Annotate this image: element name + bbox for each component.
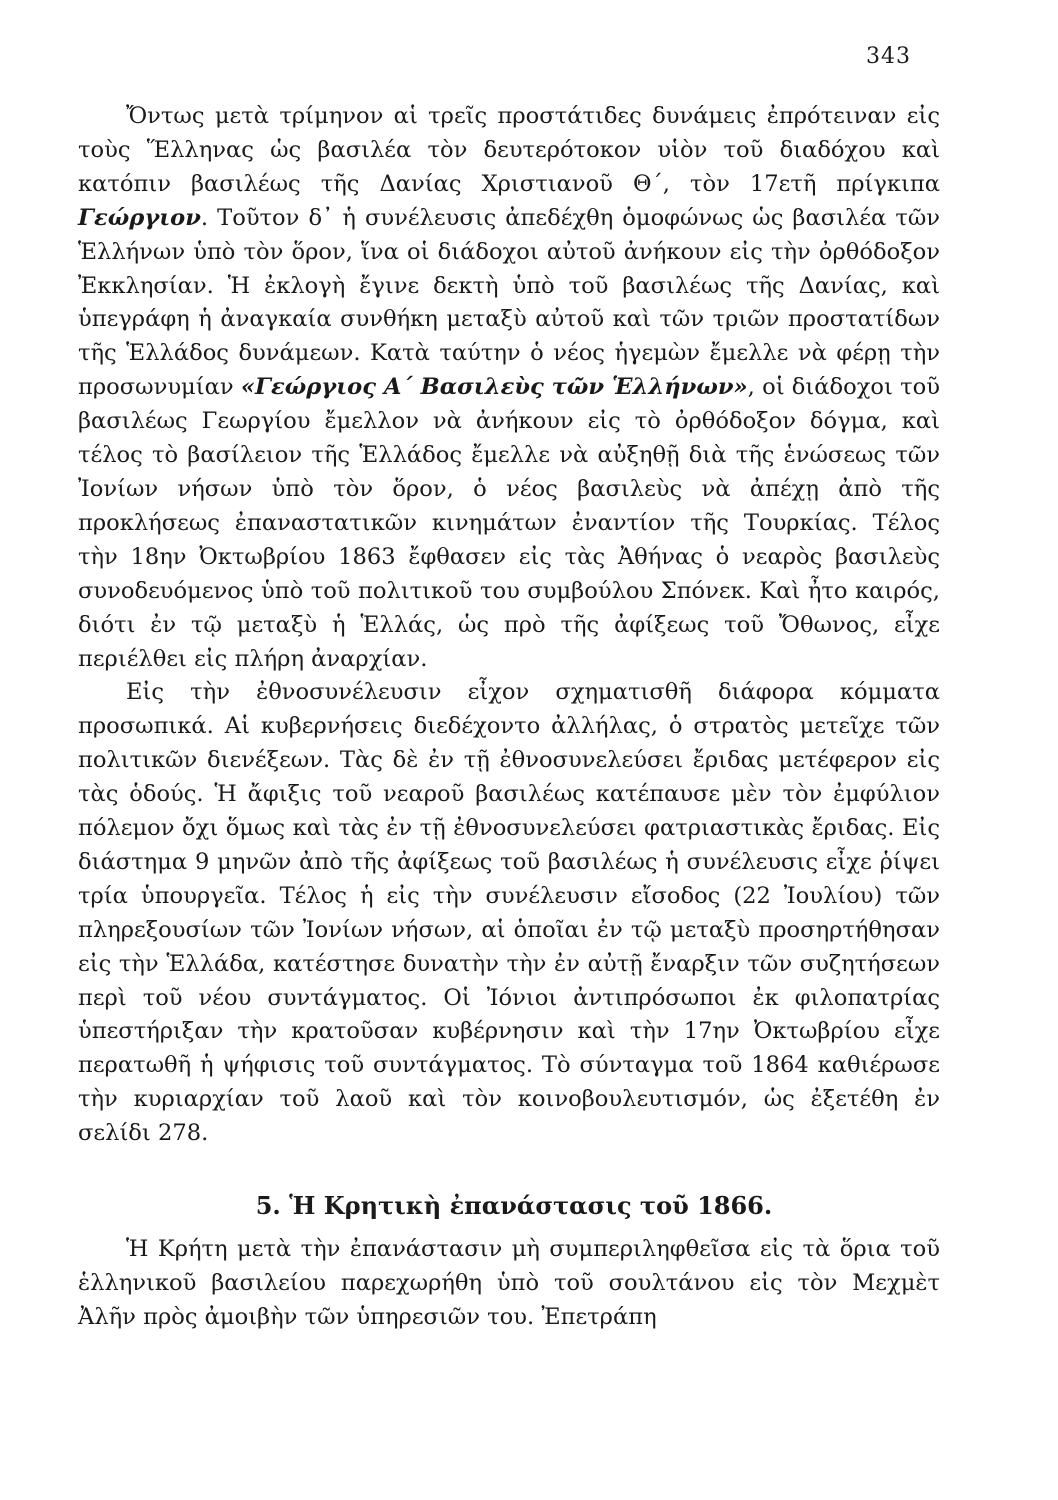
paragraph-1-part-5: , οἱ διάδοχοι τοῦ βασιλέως Γεωργίου ἔμελλον νὰ ἀνήκουν εἰς τὸ ὀρθόδοξον δόγμα, καὶ τέλος τὸ βασίλειον τῆς Ἑλλάδος ἔμελλε νὰ αὐξηθῇ διὰ τῆς ἑνώσεως τῶν Ἰονίων νήσων ὑπὸ τὸν ὅρον, ὁ νέος βασιλεὺς νὰ ἀπέχῃ ἀπὸ τῆς προκλήσεως ἐπαναστατικῶν κινημάτων ἐναντίον τῆς Τουρκίας. Τέλος τὴν 18ην Ὀκτωβρίου 1863 ἔφθασεν εἰς τὰς Ἀθήνας ὁ νεαρὸς βασιλεὺς συνοδευόμενος ὑπὸ τοῦ πολιτικοῦ του συμβούλου Σπόνεκ. Καὶ ἦτο καιρός, διότι ἐν τῷ μεταξὺ ἡ Ἑλλάς, ὡς πρὸ τῆς ἀφίξεως τοῦ Ὄθωνος, εἶχε περιέλθει εἰς πλήρη ἀναρχίαν. — [78, 374, 940, 672]
paragraph-1-part-3: . Τοῦτον δ᾽ ἡ συνέλευσις ἀπεδέχθη ὁμοφώνως ὡς βασιλέα τῶν Ἑλλήνων ὑπὸ τὸν ὅρον, ἵνα οἱ διάδοχοι αὐτοῦ ἀνήκουν εἰς τὴν ὀρθόδοξον Ἐκκλησίαν. Ἡ ἐκλογὴ ἔγινε δεκτὴ ὑπὸ τοῦ βασιλέως τῆς Δανίας, καὶ ὑπεγράφη ἡ ἀναγκαία συνθήκη μεταξὺ αὐτοῦ καὶ τῶν τριῶν προστατίδων τῆς Ἑλλάδος δυνάμεων. Κατὰ ταύτην ὁ νέος ἡγεμὼν ἔμελλε νὰ φέρῃ τὴν προσωνυμίαν — [78, 204, 940, 401]
section-heading: 5. Ἡ Κρητικὴ ἐπανάστασις τοῦ 1866. — [255, 1191, 773, 1221]
paragraph-3: Ἡ Κρήτη μετὰ τὴν ἐπανάστασιν μὴ συμπεριληφθεῖσα εἰς τὰ ὅρια τοῦ ἑλληνικοῦ βασιλείου παρεχωρήθη ὑπὸ τοῦ σουλτάνου εἰς τὸν Μεχμὲτ Ἀλῆν πρὸς ἀμοιβὴν τῶν ὑπηρεσιῶν του. Ἐπετράπη — [78, 1236, 940, 1330]
paragraph-1 — [78, 100, 940, 676]
royal-title: «Γεώργιος Α΄ Βασιλεὺς τῶν Ἑλλήνων» — [240, 374, 748, 401]
page-number: 343 — [866, 44, 911, 69]
body-text — [78, 100, 940, 1335]
name-georgios: Γεώργιον — [78, 204, 201, 231]
paragraph-1-part-1: Ὄντως μετὰ τρίμηνον αἱ τρεῖς προστάτιδες δυνάμεις ἐπρότειναν εἰς τοὺς Ἕλληνας ὡς βασιλέα τὸν δευτερότοκον υἱὸν τοῦ διαδόχου καὶ κατόπιν βασιλέως τῆς Δανίας Χριστιανοῦ Θ΄, τὸν 17ετῆ πρίγκιπα — [78, 103, 940, 197]
paragraph-2: Εἰς τὴν ἐθνοσυνέλευσιν εἶχον σχηματισθῆ διάφορα κόμματα προσωπικά. Αἱ κυβερνήσεις διεδέχοντο ἀλλήλας, ὁ στρατὸς μετεῖχε τῶν πολιτικῶν διενέξεων. Τὰς δὲ ἐν τῇ ἐθνοσυνελεύσει ἔριδας μετέφερον εἰς τὰς ὁδούς. Ἡ ἄφιξις τοῦ νεαροῦ βασιλέως κατέπαυσε μὲν τὸν ἐμφύλιον πόλεμον ὄχι ὅμως καὶ τὰς ἐν τῇ ἐθνοσυνελεύσει φατριαστικὰς ἔριδας. Εἰς διάστημα 9 μηνῶν ἀπὸ τῆς ἀφίξεως τοῦ βασιλέως ἡ συνέλευσις εἶχε ῥίψει τρία ὑπουργεῖα. Τέλος ἡ εἰς τὴν συνέλευσιν εἴσοδος (22 Ἰουλίου) τῶν πληρεξουσίων τῶν Ἰονίων νήσων, αἱ ὁποῖαι ἐν τῷ μεταξὺ προσηρτήθησαν εἰς τὴν Ἑλλάδα, κατέστησε δυνατὴν τὴν ἐν αὐτῇ ἔναρξιν τῶν συζητήσεων περὶ τοῦ νέου συντάγματος. Οἱ Ἰόνιοι ἀντιπρόσωποι ἐκ φιλοπατρίας ὑπεστήριξαν τὴν κρατοῦσαν κυβέρνησιν καὶ τὴν 17ην Ὀκτωβρίου εἶχε περατωθῆ ἡ ψήφισις τοῦ συντάγματος. Τὸ σύνταγμα τοῦ 1864 καθιέρωσε τὴν κυριαρχίαν τοῦ λαοῦ καὶ τὸν κοινοβουλευτισμόν, ὡς ἐξετέθη ἐν σελίδι 278. — [78, 679, 940, 1147]
